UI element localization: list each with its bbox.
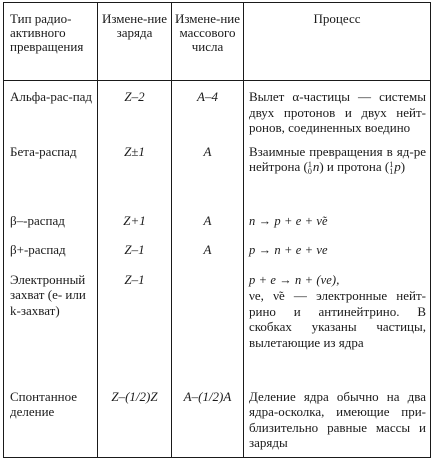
process-cell: [244, 201, 431, 237]
type-cell: Спонтанное деление: [4, 379, 98, 458]
process-cell: [244, 267, 431, 379]
type-cell: β–-распад: [4, 201, 98, 237]
mass-cell: A: [172, 201, 244, 237]
equation: p + e → n + (νe),: [249, 272, 340, 287]
decay-table: [3, 2, 431, 458]
type-cell: β+-распад: [4, 237, 98, 267]
process-cell: [244, 237, 431, 267]
process-text: Взаимные превращения в яд-ре нейтрона (: [249, 143, 426, 174]
header-type: Тип радио-активного превращения: [4, 3, 98, 81]
process-cell: Вылет α-частицы — системы двух протонов и двух нейт-ронов, соединенных воедино: [244, 81, 431, 139]
charge-cell: Z–2: [98, 81, 172, 139]
type-cell: Альфа-рас-пад: [4, 81, 98, 139]
charge-cell: Z–1: [98, 267, 172, 379]
mass-cell: A: [172, 237, 244, 267]
nucleon-index: 1 0: [307, 160, 312, 177]
mass-cell: A–4: [172, 81, 244, 139]
type-cell: Электронный захват (е- или k-захват): [4, 267, 98, 379]
table-row: [4, 81, 431, 139]
proton-symbol: p: [394, 159, 401, 174]
process-cell: Взаимные превращения в яд-ре нейтрона ( 1 0 n) и протона ( 1 1 p): [244, 139, 431, 201]
charge-cell: Z+1: [98, 201, 172, 237]
table-row: [4, 267, 431, 379]
table-row: [4, 379, 431, 458]
process-text: νe, ν̃e — электронные нейт-рино и антинейтрино. В скобках указаны частицы, вылетающие из ядра: [249, 288, 426, 350]
table-row: [4, 139, 431, 201]
process-cell: Деление ядра обычно на два ядра-осколка, имеющие при-близительно равные массы и заряды: [244, 379, 431, 458]
header-charge: Измене-ние заряда: [98, 3, 172, 81]
nucleon-index: 1 1: [389, 160, 394, 177]
mass-cell: A–(1/2)A: [172, 379, 244, 458]
charge-cell: Z–(1/2)Z: [98, 379, 172, 458]
table-row: [4, 237, 431, 267]
charge-cell: Z±1: [98, 139, 172, 201]
charge-cell: Z–1: [98, 237, 172, 267]
type-cell: Бета-распад: [4, 139, 98, 201]
mass-cell: [172, 267, 244, 379]
header-process: Процесс: [244, 3, 431, 81]
equation: p → n + e + νe: [249, 242, 328, 257]
equation: n → p + e + ν̃e: [249, 213, 328, 228]
mass-cell: A: [172, 139, 244, 201]
neutron-symbol: n: [312, 159, 320, 174]
process-text: ) и протона: [319, 159, 382, 174]
header-mass: Измене-ние массового числа: [172, 3, 244, 81]
table-row: [4, 201, 431, 237]
